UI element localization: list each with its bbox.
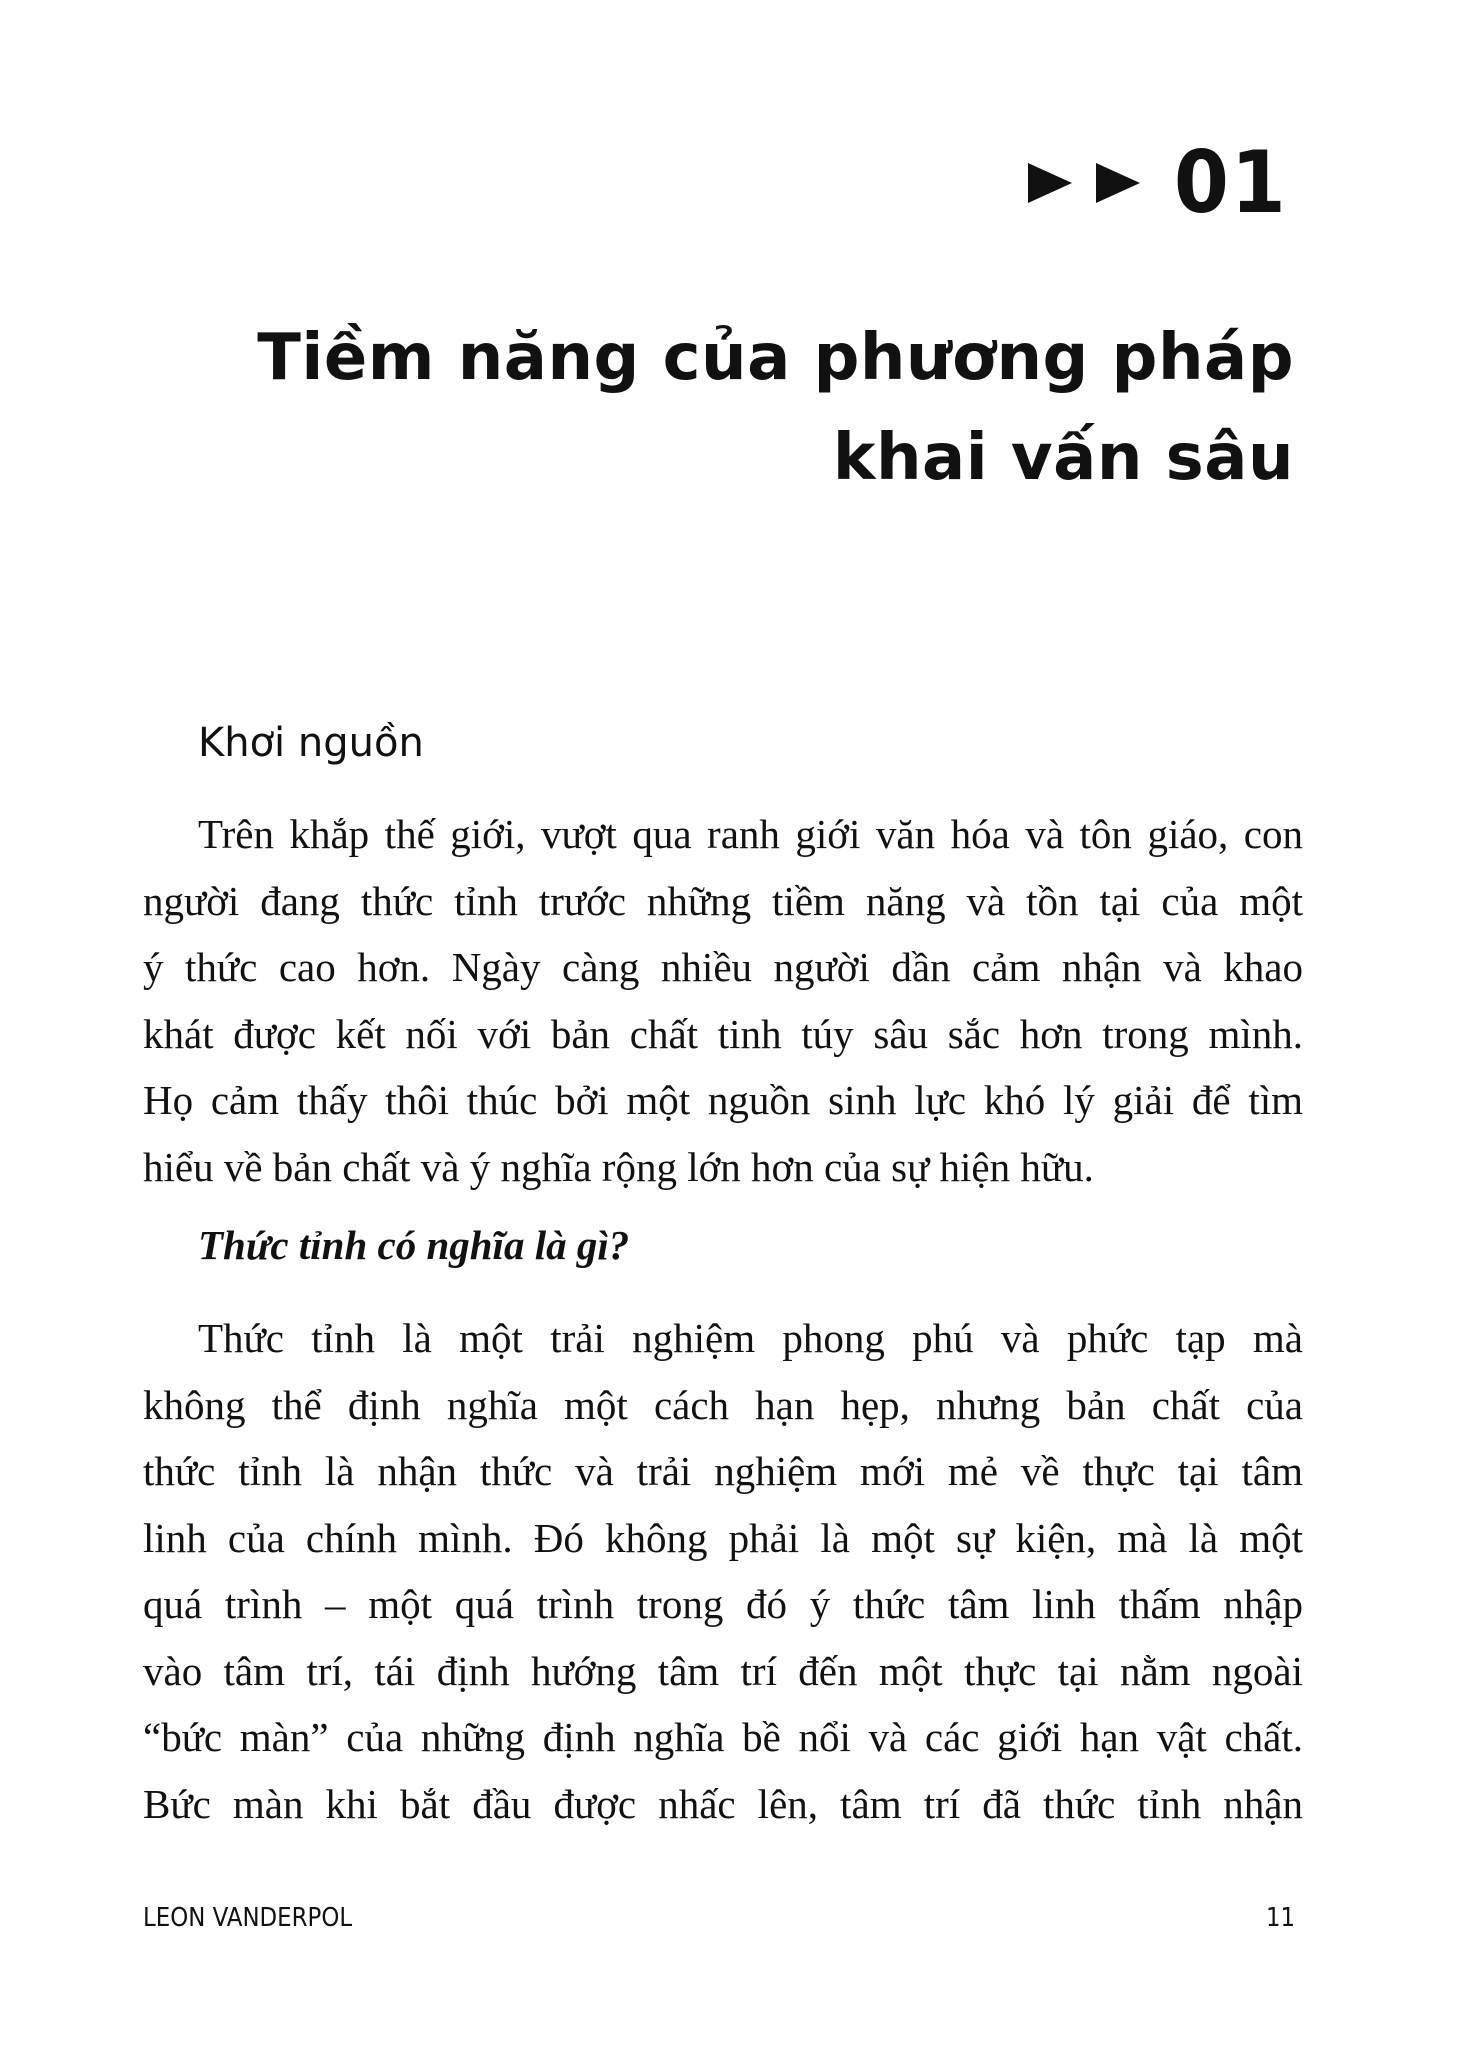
text-line: Thức tỉnh là một trải nghiệm phong phú và phức tạp mà [198, 1315, 1303, 1361]
page-number: 11 [1265, 1903, 1295, 1933]
chapter-title [194, 308, 1294, 508]
page-footer [143, 1902, 1295, 1934]
paragraph [143, 1305, 1303, 1837]
text-line: thức tỉnh là nhận thức và trải nghiệm mới mẻ về thực tại tâm [143, 1448, 1303, 1494]
play-triangle-icon [1096, 163, 1140, 203]
text-line: người đang thức tỉnh trước những tiềm năng và tồn tại của một [143, 877, 1303, 924]
text-line: vào tâm trí, tái định hướng tâm trí đến một thực tại nằm ngoài [143, 1647, 1303, 1694]
text-line: Trên khắp thế giới, vượt qua ranh giới văn hóa và tôn giáo, con [198, 811, 1303, 857]
text-line: không thể định nghĩa một cách hạn hẹp, nhưng bản chất của [143, 1381, 1303, 1428]
text-line: ý thức cao hơn. Ngày càng nhiều người dần cảm nhận và khao [143, 944, 1303, 990]
chapter-title-line: Tiềm năng của phương pháp [257, 321, 1294, 395]
paragraph [143, 801, 1303, 1200]
text-line: hiểu về bản chất và ý nghĩa rộng lớn hơn của sự hiện hữu. [143, 1143, 1094, 1190]
play-triangle-icon [1028, 163, 1072, 203]
running-footer-author: LEON VANDERPOL [143, 1903, 353, 1933]
text-line: linh của chính mình. Đó không phải là một sự kiện, mà là một [143, 1514, 1303, 1561]
chapter-number: 01 [1174, 133, 1288, 233]
section-heading: Khơi nguồn [198, 720, 424, 766]
sub-heading: Thức tỉnh có nghĩa là gì? [198, 1222, 630, 1268]
text-line: “bức màn” của những định nghĩa bề nổi và các giới hạn vật chất. [143, 1714, 1303, 1760]
chapter-marker [1028, 133, 1288, 233]
text-line: khát được kết nối với bản chất tinh túy sâu sắc hơn trong mình. [143, 1010, 1303, 1057]
chapter-title-line: khai vấn sâu [832, 421, 1294, 495]
text-line: quá trình – một quá trình trong đó ý thức tâm linh thấm nhập [143, 1581, 1303, 1627]
text-line: Bức màn khi bắt đầu được nhấc lên, tâm trí đã thức tỉnh nhận [143, 1780, 1303, 1827]
text-line: Họ cảm thấy thôi thúc bởi một nguồn sinh lực khó lý giải để tìm [143, 1077, 1303, 1123]
